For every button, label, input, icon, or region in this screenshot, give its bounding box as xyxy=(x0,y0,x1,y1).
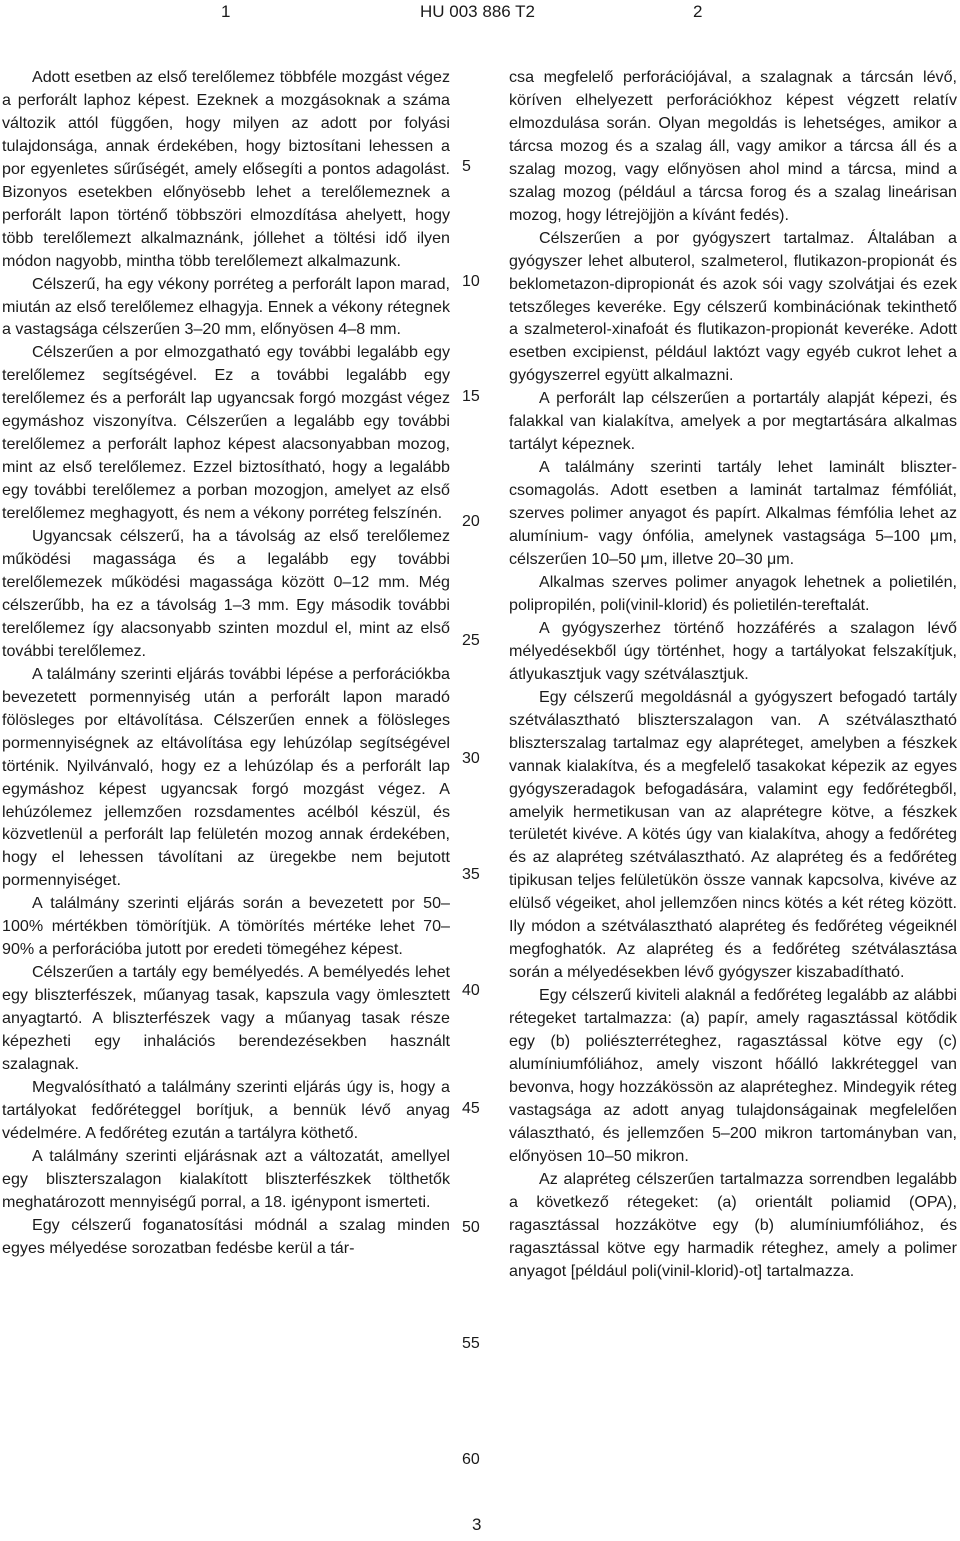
paragraph: Megvalósítható a találmány szerinti eljárás úgy is, hogy a tartályokat fedőréteggel borítjuk, a bennük lévő anyag védelmére. A fedőréteg ezután a tartályra köthető. xyxy=(2,1077,450,1142)
paragraph: A találmány szerinti eljárásnak azt a változatát, amellyel egy bliszterszalagon kialakított bliszterfészkek tölthetők meghatározott mennyiségű porral, a 18. igénypont ismerteti. xyxy=(2,1146,450,1211)
header-page-left: 1 xyxy=(221,2,231,21)
line-number: 25 xyxy=(462,632,480,649)
paragraph: Adott esetben az első terelőlemez többféle mozgást végez a perforált laphoz képest. Ezeknek a mozgásoknak a száma változik attól függően, hogy milyen az adott por folyási tulajdonsága, annak érdekében, hogy biztosítani lehessen a por egyenletes sűrűségét, amely elősegíti a pontos adagolást. Bizonyos esetekben előnyösebb lehet a terelőlemeznek a perforált lapon történő többszöri elmozdítása ahelyett, hogy több terelőlemezt alkalmaznánk, jóllehet a töltési idő ilyen módon nagyobb, mintha több terelőlemezt alkalmazunk. xyxy=(2,68,450,270)
line-number: 5 xyxy=(462,158,471,175)
paragraph: A találmány szerinti eljárás során a bevezetett por 50–100% mértékben tömörítjük. A tömörítés mértéke lehet 70–90% a perforációba jutott por eredeti tömegéhez képest. xyxy=(2,894,450,959)
line-number: 50 xyxy=(462,1219,480,1236)
line-number: 20 xyxy=(462,513,480,530)
line-number: 15 xyxy=(462,388,480,405)
header-document-id: HU 003 886 T2 xyxy=(420,2,535,21)
line-number: 30 xyxy=(462,750,480,767)
page-header xyxy=(0,0,960,24)
paragraph: Alkalmas szerves polimer anyagok lehetnek a polietilén, polipropilén, poli(vinil-klorid) és polietilén-tereftalát. xyxy=(509,572,957,614)
page-footer-number: 3 xyxy=(472,1515,482,1534)
line-number: 40 xyxy=(462,982,480,999)
line-number: 10 xyxy=(462,273,480,290)
paragraph: A perforált lap célszerűen a portartály alapját képezi, és falakkal van kialakítva, amelyek a por megtartására alkalmas tartályt képeznek. xyxy=(509,389,957,454)
paragraph: csa megfelelő perforációjával, a szalagnak a tárcsán lévő, köríven elhelyezett perforációkhoz képest végzett relatív elmozdulása során. Olyan megoldás is lehetséges, amikor a tárcsa mozog és a szalag áll, vagy amikor a tárcsa áll és a szalag mozog, vagy előnyösen ahol mind a tárcsa, mind a szalag mozog (például a tárcsa forog és a szalag lineárisan mozog, hogy létrejöjjön a kívánt fedés). xyxy=(509,68,957,224)
paragraph: Az alapréteg célszerűen tartalmazza sorrendben legalább a következő rétegeket: (a) orientált poliamid (OPA), ragasztással hozzákötve egy (b) alumíniumfóliához, és ragasztással kötve egy harmadik réteghez, amely a polimer anyagot [például poli(vinil-klorid)-ot] tartalmazza. xyxy=(509,1169,957,1280)
left-column xyxy=(2,66,450,1260)
paragraph: A gyógyszerhez történő hozzáférés a szalagon lévő mélyedésekből úgy történhet, hogy a tartályokat felszakítjuk, átlyukasztjuk vagy szétválasztjuk. xyxy=(509,618,957,683)
right-column xyxy=(509,66,957,1283)
paragraph: Célszerű, ha egy vékony porréteg a perforált lapon marad, miután az első terelőlemez elhagyja. Ennek a vékony rétegnek a vastagsága célszerűen 3–20 mm, előnyösen 4–8 mm. xyxy=(2,274,450,339)
paragraph: Ugyancsak célszerű, ha a távolság az első terelőlemez működési magassága és a legalább egy további terelőlemezek működési magassága között 0–12 mm. Még célszerűbb, ha ez a távolság 1–3 mm. Egy második további terelőlemez így alacsonyabb szinten mozdul el, mint az első további terelőlemez. xyxy=(2,527,450,660)
paragraph: A találmány szerinti tartály lehet laminált bliszter-csomagolás. Adott esetben a laminát tartalmaz fémfóliát, szerves polimer anyagot és papírt. Alkalmas fémfólia lehet az alumínium- vagy ónfólia, amelynek vastagsága 5–100 μm, célszerűen 10–50 μm, illetve 20–30 μm. xyxy=(509,458,957,569)
paragraph: Egy célszerű kiviteli alaknál a fedőréteg legalább az alábbi rétegeket tartalmazza: (a) papír, amely ragasztással kötődik egy (b) poliészterréteghez, ragasztással kötve egy (c) alumíniumfóliához, amely viszont hőálló lakkréteggel van bevonva, hogy hozzákössön az alapréteghez. Mindegyik réteg vastagsága az adott anyag tulajdonságainak megfelelően választható, és jellemzően 5–200 mikron tartományban van, előnyösen 10–50 mikron. xyxy=(509,986,957,1165)
line-number: 45 xyxy=(462,1100,480,1117)
paragraph: Egy célszerű megoldásnál a gyógyszert befogadó tartály szétválasztható bliszterszalagon van. A szétválasztható bliszterszalag tartalmaz egy alapréteget, amelyben a fészkek vannak kialakítva, és a megfelelő tasakokat képezik az egyes gyógyszeradagok befogadására, valamint egy fedőrétegből, amelyik hermetikusan van az alaprétegre kötve, a fészkek területét kivéve. A kötés úgy van kialakítva, ahogy a fedőréteg és az alapréteg szétválasztható. Az alapréteg és a fedőréteg tipikusan teljes felületükön össze vannak kapcsolva, kivéve az elülső végeiket, ahol jellemzően nincs kötés a két réteg között. Ily módon a szétválasztható alapréteg és fedőréteg végeiknél megfoghatók. Az alapréteg és a fedőréteg szétválasztása során a mélyedésekben lévő gyógyszer kiszabadítható. xyxy=(509,687,957,982)
line-number: 35 xyxy=(462,866,480,883)
paragraph: Célszerűen a tartály egy bemélyedés. A bemélyedés lehet egy bliszterfészek, műanyag tasak, kapszula vagy ömlesztett anyagtartó. A bliszterfészek vagy a műanyag tasak része képezheti egy inhalációs berendezésekben használt szalagnak. xyxy=(2,963,450,1073)
paragraph: A találmány szerinti eljárás további lépése a perforációkba bevezetett pormennyiség után a perforált lapon maradó fölösleges por eltávolítása. Célszerűen ennek a fölösleges pormennyiségnek az eltávolítása egy lehúzólap segítségével történik. Nyilvánvaló, hogy ez a lehúzólap és a perforált lap egymáshoz képest ugyancsak forgó mozgást végez. A lehúzólemez jellemzően rozsdamentes acélból készül, és közvetlenül a perforált lap felületén mozog annak érdekében, hogy el lehessen távolítani az üregekbe nem bejutott pormennyiséget. xyxy=(2,664,450,890)
paragraph: Célszerűen a por gyógyszert tartalmaz. Általában a gyógyszer lehet albuterol, szalmeterol, flutikazon-propionát és beklometazon-dipropionát és azok sói vagy szolvátjai és ezek tetszőleges keveréke. Egy célszerű kombinációnak tekinthető a szalmeterol-xinafoát és flutikazon-propionát keveréke. Adott esetben excipienst, például laktózt vagy egyéb cukrot lehet a gyógyszerrel együtt alkalmazni. xyxy=(509,228,957,385)
header-page-right: 2 xyxy=(693,2,703,21)
paragraph: Célszerűen a por elmozgatható egy további legalább egy terelőlemez segítségével. Ez a további legalább egy terelőlemez és a perforált lap ugyancsak forgó mozgást végez egymáshoz viszonyítva. Célszerűen a legalább egy további terelőlemez a perforált laphoz képest alacsonyabban mozog, mint az első terelőlemez. Ezzel biztosítható, hogy a legalább egy további terelőlemez a porban mozogjon, amelyet az első terelőlemez meghagyott, és nem a vékony porréteg felszínén. xyxy=(2,343,450,523)
paragraph: Egy célszerű foganatosítási módnál a szalag minden egyes mélyedése sorozatban fedésbe kerül a tár- xyxy=(2,1215,450,1257)
line-number: 55 xyxy=(462,1335,480,1352)
line-number: 60 xyxy=(462,1451,480,1468)
